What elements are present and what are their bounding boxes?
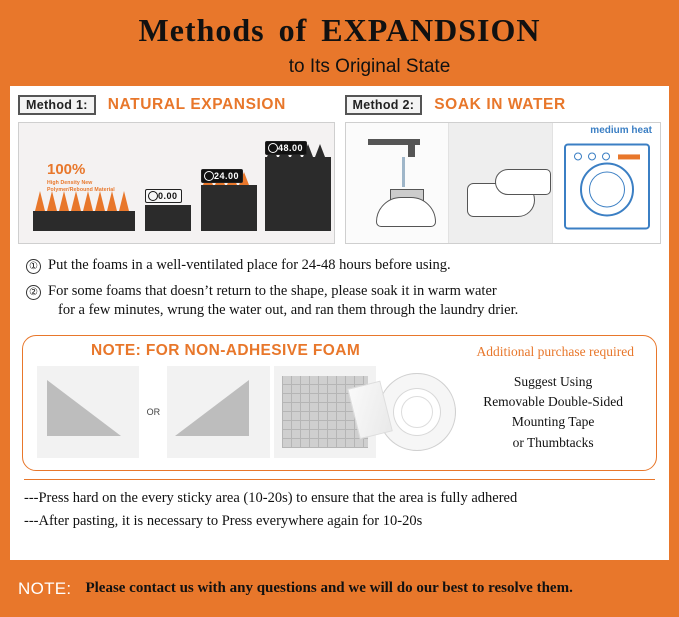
foam-wedge-image-2 <box>167 366 269 458</box>
wring-illustration <box>449 123 553 243</box>
bottom-note-bar <box>0 560 679 617</box>
water-stream-icon <box>402 157 405 187</box>
press-line-2: ---After pasting, it is necessary to Press everywhere again for 10-20s <box>24 512 423 529</box>
step-2-text <box>48 282 653 320</box>
step-1 <box>26 256 653 275</box>
title-part-3: EXPANDSION <box>321 12 541 48</box>
methods-row <box>10 86 669 244</box>
or-label: OR <box>146 407 161 418</box>
clock-icon-0h: 0.00 <box>145 189 182 203</box>
medium-heat-label: medium heat <box>590 125 652 136</box>
non-adhesive-note-box <box>22 335 657 471</box>
method-2-title: SOAK IN WATER <box>434 96 566 113</box>
method-2-illustration <box>345 122 662 244</box>
foam-stage-3 <box>201 185 257 231</box>
step-1-text: Put the foams in a well-ventilated place for 24-48 hours before using. <box>48 257 451 273</box>
laundry-dryer-icon <box>564 143 650 229</box>
method-2 <box>345 94 662 244</box>
density-note: High Density New Polymer/Rebound Material <box>47 180 115 193</box>
foam-stage-2 <box>145 205 191 231</box>
tape-suggestion-text <box>456 372 646 453</box>
method-2-header <box>345 94 662 116</box>
step-2-line-1: For some foams that doesn’t return to the shape, please soak it in warm water <box>48 283 497 300</box>
foam-stage-4 <box>265 157 331 231</box>
foam-mounting-images <box>33 366 376 458</box>
step-2-number: ② <box>26 285 41 300</box>
method-1-header <box>18 94 335 116</box>
tape-roll-icon <box>378 373 456 451</box>
hand-icon <box>376 197 436 227</box>
dryer-illustration <box>553 123 660 243</box>
foam-spikes-1 <box>33 189 135 211</box>
suggest-line-1: Suggest Using <box>513 373 593 389</box>
content-area <box>10 86 669 560</box>
clock-icon-24h: 24.00 <box>201 169 243 183</box>
title-part-1: Methods <box>138 12 265 48</box>
step-2-line-2: for a few minutes, wrung the water out, and ran them through the laundry drier. <box>58 302 519 319</box>
note-box-title: NOTE: FOR NON-ADHESIVE FOAM <box>91 342 361 360</box>
clock-icon-48h: 48.00 <box>265 141 307 155</box>
press-line-1: ---Press hard on the every sticky area (10-20s) to ensure that the area is fully adhered <box>24 490 518 507</box>
suggest-line-2: Removable Double-Sided Mounting Tape <box>483 394 624 430</box>
step-2 <box>26 282 653 320</box>
instruction-steps <box>10 244 669 333</box>
faucet-illustration <box>346 123 450 243</box>
title-part-2: of <box>278 12 308 48</box>
additional-purchase-label: Additional purchase required <box>476 344 634 360</box>
method-1 <box>18 94 335 244</box>
method-2-tag: Method 2: <box>345 95 423 115</box>
page-title <box>0 0 679 46</box>
press-instructions <box>24 479 655 532</box>
foam-wedge-image-1 <box>37 366 139 458</box>
foam-stage-1 <box>33 211 135 231</box>
bottom-note-label: NOTE: <box>18 578 72 598</box>
tape-suggestion <box>376 366 646 458</box>
method-1-illustration <box>18 122 335 244</box>
step-1-number: ① <box>26 259 41 274</box>
page-subtitle: to Its Original State <box>288 56 451 77</box>
faucet-icon <box>368 139 420 145</box>
density-percent: 100% <box>47 161 86 178</box>
method-1-title: NATURAL EXPANSION <box>107 96 286 113</box>
hand-right-icon <box>495 169 551 195</box>
bottom-note-text: Please contact us with any questions and we will do our best to resolve them. <box>85 580 573 596</box>
suggest-line-3: or Thumbtacks <box>512 434 594 450</box>
note-box-body <box>33 366 646 458</box>
header <box>0 0 679 86</box>
method-1-tag: Method 1: <box>18 95 96 115</box>
